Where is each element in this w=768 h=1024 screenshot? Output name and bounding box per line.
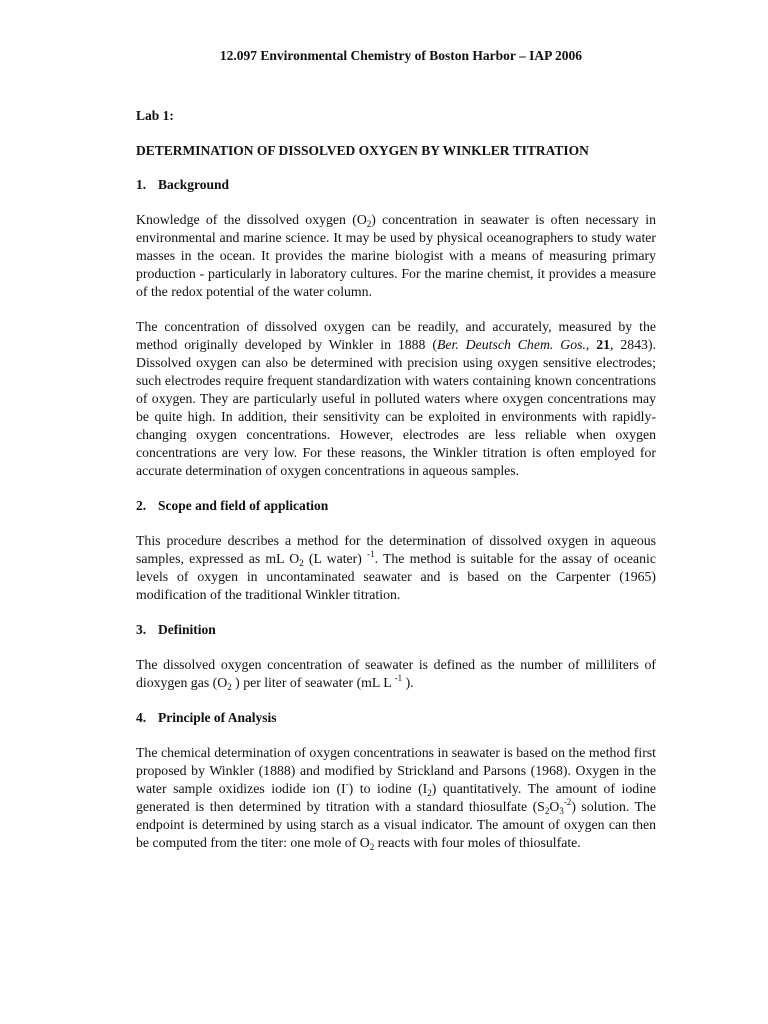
section-heading-scope bbox=[136, 497, 656, 515]
subscript: 2 bbox=[427, 788, 432, 798]
section-number: 2. bbox=[136, 498, 147, 513]
subscript: 3 bbox=[559, 806, 564, 816]
superscript: - bbox=[345, 779, 349, 789]
lab-label: Lab 1: bbox=[136, 108, 174, 123]
citation-journal: Ber. Deutsch Chem. Gos. bbox=[436, 337, 586, 352]
text-run: (L water) bbox=[303, 551, 368, 566]
text-run: ) per liter of seawater (mL L bbox=[231, 675, 395, 690]
section-number: 1. bbox=[136, 177, 147, 192]
superscript: -1 bbox=[394, 673, 403, 683]
subscript: 2 bbox=[227, 682, 232, 692]
section-heading-background bbox=[136, 176, 656, 194]
section-heading-definition bbox=[136, 621, 656, 639]
text-run: reacts with four moles of thiosulfate. bbox=[374, 835, 581, 850]
section-title: Scope and field of application bbox=[158, 498, 329, 513]
section-title: Principle of Analysis bbox=[158, 710, 277, 725]
text-run: , bbox=[585, 337, 597, 352]
text-run: . The method is suitable for the assay of oceanic levels of oxygen in uncontaminated seawater and is based on the Carpenter (1965) modification of the traditional Winkler titration. bbox=[136, 551, 657, 602]
text-run: O bbox=[549, 799, 560, 814]
text-run: The chemical determination of oxygen concentrations in seawater is based on the method first proposed by Winkler (1888) and modified by Strickland and Parsons (1968). Oxygen in the water sample oxidizes iodide ion (I bbox=[136, 745, 656, 796]
superscript: -2 bbox=[563, 797, 572, 807]
subscript: 2 bbox=[299, 558, 304, 568]
subscript: 2 bbox=[366, 219, 372, 229]
document-title: DETERMINATION OF DISSOLVED OXYGEN BY WINKLER TITRATION bbox=[136, 143, 589, 158]
text-run: The concentration of dissolved oxygen can be readily, and accurately, measured by the method originally developed by Winkler in 1888 ( bbox=[136, 319, 656, 352]
section-number: 4. bbox=[136, 710, 147, 725]
text-run: ). bbox=[402, 675, 414, 690]
subscript: 2 bbox=[544, 806, 550, 816]
text-run: This procedure describes a method for the determination of dissolved oxygen in aqueous samples, expressed as mL O bbox=[136, 533, 656, 566]
citation-volume: 21 bbox=[596, 337, 611, 352]
section-heading-principle bbox=[136, 709, 656, 727]
subscript: 2 bbox=[369, 842, 375, 852]
text-run: ) to iodine (I bbox=[348, 781, 428, 796]
text-run: ) quantitatively. The amount of iodine generated is then determined by titration with a standard thiosulfate (S bbox=[136, 781, 656, 814]
definition-paragraph bbox=[136, 656, 656, 692]
text-run: , 2843). Dissolved oxygen can also be determined with precision using oxygen sensitive electrodes; such electrodes require frequent standardization with waters containing known concentrations of oxygen. They are particularly useful in polluted waters where oxygen concentrations may be quite high. In addition, their sensitivity can be exploited in environments with rapidly-changing oxygen concentrations. However, electrodes are less reliable when oxygen concentrations are very low. For these reasons, the Winkler titration is often employed for accurate determination of oxygen concentrations in aqueous samples. bbox=[136, 337, 657, 478]
background-paragraph-1 bbox=[136, 211, 656, 301]
section-title: Definition bbox=[158, 622, 216, 637]
background-paragraph-2 bbox=[136, 318, 656, 480]
scope-paragraph bbox=[136, 532, 656, 604]
superscript: -1 bbox=[367, 549, 375, 559]
principle-paragraph bbox=[136, 744, 656, 852]
course-header: 12.097 Environmental Chemistry of Boston Harbor – IAP 2006 bbox=[219, 48, 583, 63]
text-run: ) concentration in seawater is often necessary in environmental and marine science. It may be used by physical oceanographers to study water masses in the ocean. It provides the marine biologist with a means of measuring primary production - particularly in laboratory cultures. For the marine chemist, it provides a measure of the redox potential of the water column. bbox=[136, 212, 656, 299]
text-run: ) solution. The endpoint is determined by using starch as a visual indicator. The amount of oxygen can then be computed from the titer: one mole of O bbox=[136, 799, 656, 850]
text-run: The dissolved oxygen concentration of seawater is defined as the number of milliliters of dioxygen gas (O bbox=[136, 657, 656, 690]
section-number: 3. bbox=[136, 622, 147, 637]
section-title: Background bbox=[158, 177, 230, 192]
text-run: Knowledge of the dissolved oxygen (O bbox=[136, 212, 367, 227]
